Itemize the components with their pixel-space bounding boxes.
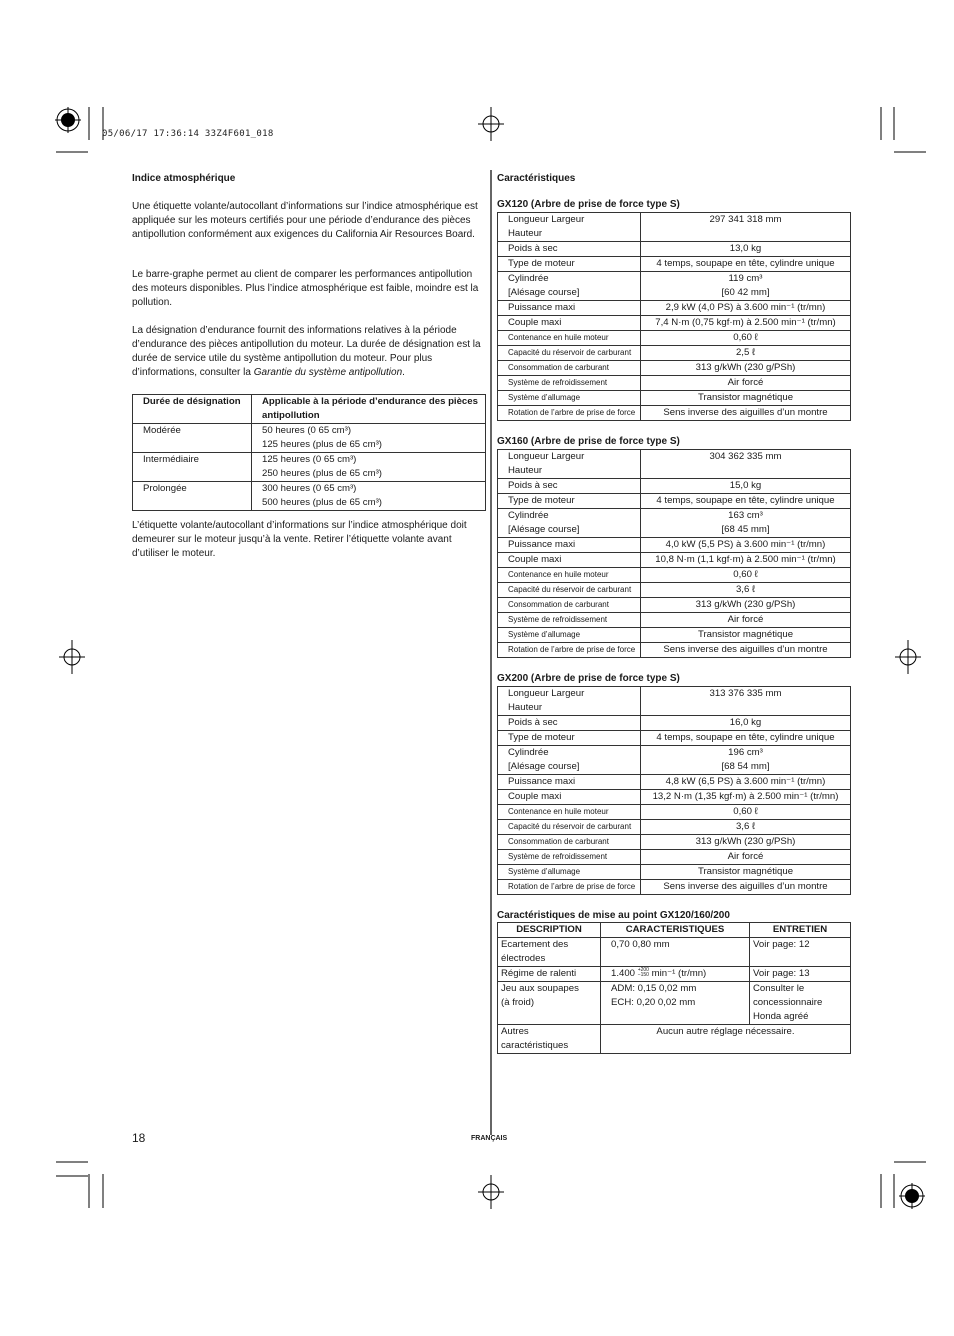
designation-cell: Modérée — [133, 424, 252, 453]
text-line: [Alésage course] — [508, 761, 580, 772]
spec-value — [641, 687, 851, 716]
text-line: 313 g/kWh (230 g/PSh) — [695, 836, 796, 847]
spec-value — [641, 272, 851, 301]
spec-label — [498, 391, 641, 406]
text-line: Couple maxi — [508, 554, 562, 565]
col-entretien: ENTRETIEN — [750, 923, 851, 938]
spec-label — [498, 272, 641, 301]
spec-row — [498, 643, 851, 658]
spec-label — [498, 242, 641, 257]
text-line: Poids à sec — [508, 717, 558, 728]
spec-value — [641, 850, 851, 865]
spec-label — [498, 450, 641, 479]
spec-value — [641, 790, 851, 805]
spec-label — [498, 346, 641, 361]
spec-value — [641, 538, 851, 553]
spec-row — [498, 775, 851, 790]
spec-value — [641, 613, 851, 628]
paragraph-3-end: . — [402, 367, 405, 378]
spec-row — [498, 391, 851, 406]
text-line: 163 cm³ — [728, 510, 763, 521]
spec-label — [498, 880, 641, 895]
spec-row — [498, 880, 851, 895]
spec-table — [497, 212, 851, 421]
text-line: 0,60 ℓ — [733, 569, 758, 580]
text-line: 500 heures (plus de 65 cm³) — [262, 497, 382, 508]
spec-label — [498, 213, 641, 242]
spec-label — [498, 613, 641, 628]
text-line: Cylindrée — [508, 747, 549, 758]
spec-label — [498, 257, 641, 272]
spec-label — [498, 598, 641, 613]
period-cell — [252, 453, 486, 482]
text-line: Cylindrée — [508, 510, 549, 521]
text-line: 2,9 kW (4,0 PS) à 3.600 min⁻¹ (tr/mn) — [665, 302, 826, 313]
text-line: 0,60 ℓ — [733, 332, 758, 343]
spec-row — [498, 835, 851, 850]
spec-row — [498, 538, 851, 553]
spec-label — [498, 775, 641, 790]
spec-value — [641, 643, 851, 658]
text-line: [68 54 mm] — [721, 761, 770, 772]
text-line: Puissance maxi — [508, 776, 576, 787]
text-line: Couple maxi — [508, 317, 562, 328]
text-line: Capacité du réservoir de carburant — [508, 822, 632, 831]
text-line: Longueur Largeur — [508, 688, 585, 699]
spec-row — [498, 805, 851, 820]
spec-value — [641, 598, 851, 613]
spec-row — [498, 406, 851, 421]
maint-ref — [750, 982, 851, 1025]
text-line: [Alésage course] — [508, 287, 580, 298]
spec-value — [641, 835, 851, 850]
text-line: Consommation de carburant — [508, 837, 609, 846]
text-line: ADM: 0,15 0,02 mm — [611, 983, 697, 994]
spec-row — [498, 316, 851, 331]
spec-row — [498, 583, 851, 598]
spec-value — [641, 301, 851, 316]
spec-value — [641, 331, 851, 346]
text-line: Contenance en huile moteur — [508, 333, 609, 342]
spec-row — [498, 272, 851, 301]
text-line: Transistor magnétique — [697, 392, 794, 403]
spec-label — [498, 687, 641, 716]
spec-label — [498, 376, 641, 391]
text-line: Poids à sec — [508, 480, 558, 491]
text-line: 4,0 kW (5,5 PS) à 3.600 min⁻¹ (tr/mn) — [665, 539, 826, 550]
model-title: GX120 (Arbre de prise de force type S) — [497, 199, 680, 210]
text-line: 15,0 kg — [729, 480, 762, 491]
text-line: 250 heures (plus de 65 cm³) — [262, 468, 382, 479]
text-line: 304 362 335 mm — [709, 451, 782, 462]
spec-value — [641, 865, 851, 880]
spec-row — [498, 361, 851, 376]
text-line: 7,4 N·m (0,75 kgf·m) à 2.500 min⁻¹ (tr/mn) — [655, 317, 836, 328]
spec-label — [498, 820, 641, 835]
text-line: 2,5 ℓ — [735, 347, 756, 358]
maint-value — [601, 967, 750, 982]
spec-value — [641, 805, 851, 820]
text-line: Puissance maxi — [508, 302, 576, 313]
period-cell — [252, 482, 486, 511]
text-line: Sens inverse des aiguilles d’un montre — [663, 881, 828, 892]
spec-value — [641, 257, 851, 272]
spec-row — [498, 716, 851, 731]
maint-value: Aucun autre réglage nécessaire. — [601, 1025, 851, 1054]
text-line: Consommation de carburant — [508, 363, 609, 372]
col-caracteristiques: CARACTERISTIQUES — [601, 923, 750, 938]
spec-value — [641, 509, 851, 538]
spec-value — [641, 361, 851, 376]
text-line: +200 — [637, 967, 649, 974]
designation-header: Durée de désignation — [133, 395, 252, 424]
text-line: Système de refroidissement — [508, 378, 608, 387]
maint-desc — [498, 938, 601, 967]
text-line: caractéristiques — [501, 1040, 569, 1051]
text-line: Type de moteur — [508, 732, 575, 743]
spec-value — [641, 880, 851, 895]
spec-value — [641, 746, 851, 775]
language-label: FRANÇAIS — [471, 1135, 508, 1142]
text-line: Hauteur — [508, 702, 543, 713]
text-line: Longueur Largeur — [508, 451, 585, 462]
spec-label — [498, 509, 641, 538]
text-line: Jeu aux soupapes — [501, 983, 579, 994]
spec-label — [498, 538, 641, 553]
spec-value — [641, 213, 851, 242]
spec-value — [641, 406, 851, 421]
col-description: DESCRIPTION — [498, 923, 601, 938]
text-line: Système de refroidissement — [508, 615, 608, 624]
text-line: Rotation de l’arbre de prise de force — [508, 408, 636, 417]
text-line: min⁻¹ (tr/mn) — [651, 968, 707, 979]
text-line: Autres — [501, 1026, 529, 1037]
designation-table — [132, 394, 486, 511]
text-line: Cylindrée — [508, 273, 549, 284]
paragraph-3-text: La désignation d’endurance fournit des informations relatives à la période d’endurance des pièces antipollution du moteur. La durée de désignation est la durée de service utile du système antipollution du moteur. Pour plus d’informations, consulter la — [132, 325, 481, 378]
spec-row — [498, 257, 851, 272]
text-line: 4 temps, soupape en tête, cylindre unique — [656, 732, 835, 743]
period-cell — [252, 424, 486, 453]
text-line: 13,2 N·m (1,35 kgf·m) à 2.500 min⁻¹ (tr/mn) — [652, 791, 839, 802]
registration-target-bottom-right — [899, 1183, 925, 1209]
spec-value — [641, 716, 851, 731]
spec-label — [498, 850, 641, 865]
spec-label — [498, 835, 641, 850]
spec-value — [641, 450, 851, 479]
spec-label — [498, 479, 641, 494]
text-line: Contenance en huile moteur — [508, 807, 609, 816]
spec-row — [498, 301, 851, 316]
spec-value — [641, 316, 851, 331]
text-line: 0,60 ℓ — [733, 806, 758, 817]
text-line: [Alésage course] — [508, 524, 580, 535]
text-line: Poids à sec — [508, 243, 558, 254]
spec-value — [641, 346, 851, 361]
text-line: Sens inverse des aiguilles d’un montre — [663, 407, 828, 418]
spec-table — [497, 686, 851, 895]
maintenance-table — [497, 922, 851, 1054]
maint-desc — [498, 1025, 601, 1054]
text-line: 1.400 — [611, 968, 636, 979]
text-line: 50 heures (0 65 cm³) — [262, 425, 352, 436]
spec-label — [498, 643, 641, 658]
section-title-caracteristiques: Caractéristiques — [497, 173, 576, 184]
text-line: Transistor magnétique — [697, 866, 794, 877]
text-line: Contenance en huile moteur — [508, 570, 609, 579]
paragraph-1: Une étiquette volante/autocollant d’informations sur l’indice atmosphérique est appliquée sur les moteurs certifiés pour une période d’endurance des pièces antipollution conformément aux exigences du California Air Resources Board. — [132, 201, 478, 240]
spec-label — [498, 790, 641, 805]
spec-row — [498, 628, 851, 643]
spec-table — [497, 449, 851, 658]
text-line: Honda agréé — [753, 1011, 809, 1022]
spec-label — [498, 301, 641, 316]
text-line: électrodes — [501, 953, 546, 964]
print-stamp: 05/06/17 17:36:14 33Z4F601_018 — [102, 129, 274, 139]
maint-desc — [498, 982, 601, 1025]
spec-value — [641, 553, 851, 568]
maint-desc: Régime de ralenti — [498, 967, 601, 982]
spec-row — [498, 598, 851, 613]
spec-row — [498, 850, 851, 865]
spec-value — [641, 731, 851, 746]
section-title-indice: Indice atmosphérique — [132, 173, 236, 184]
text-line: 297 341 318 mm — [709, 214, 782, 225]
text-line: Hauteur — [508, 465, 543, 476]
paragraph-3 — [132, 324, 484, 380]
spec-label — [498, 568, 641, 583]
spec-label — [498, 316, 641, 331]
text-line: Type de moteur — [508, 495, 575, 506]
spec-row — [498, 553, 851, 568]
spec-value — [641, 242, 851, 257]
text-line: 196 cm³ — [728, 747, 763, 758]
spec-row — [498, 494, 851, 509]
spec-value — [641, 479, 851, 494]
text-line: Air forcé — [727, 851, 764, 862]
text-line: Système d’allumage — [508, 867, 581, 876]
paragraph-2: Le barre-graphe permet au client de comparer les performances antipollution des moteurs disponibles. Plus l’indice atmosphérique est faible, moindre est la pollution. — [132, 269, 479, 308]
text-line: Hauteur — [508, 228, 543, 239]
spec-row — [498, 213, 851, 242]
spec-row — [498, 790, 851, 805]
spec-row — [498, 450, 851, 479]
text-line: Transistor magnétique — [697, 629, 794, 640]
paragraph-3-italic: Garantie du système antipollution — [253, 367, 403, 378]
text-line: 119 cm³ — [728, 273, 763, 284]
text-line: Air forcé — [727, 377, 764, 388]
text-line: [68 45 mm] — [721, 524, 770, 535]
spec-label — [498, 361, 641, 376]
spec-label — [498, 331, 641, 346]
designation-cell: Intermédiaire — [133, 453, 252, 482]
text-line: 16,0 kg — [729, 717, 762, 728]
text-line: 300 heures (0 65 cm³) — [262, 483, 357, 494]
text-line: concessionnaire — [753, 997, 823, 1008]
text-line: (à froid) — [501, 997, 535, 1008]
spec-value — [641, 568, 851, 583]
text-line: Rotation de l’arbre de prise de force — [508, 882, 636, 891]
spec-row — [498, 746, 851, 775]
text-line: 313 376 335 mm — [709, 688, 782, 699]
model-title: GX200 (Arbre de prise de force type S) — [497, 673, 680, 684]
spec-label — [498, 716, 641, 731]
spec-label — [498, 731, 641, 746]
spec-value — [641, 494, 851, 509]
spec-label — [498, 406, 641, 421]
text-line: Capacité du réservoir de carburant — [508, 585, 632, 594]
spec-label — [498, 805, 641, 820]
text-line: [60 42 mm] — [721, 287, 770, 298]
spec-value — [641, 391, 851, 406]
spec-label — [498, 746, 641, 775]
text-line: 125 heures (plus de 65 cm³) — [262, 439, 382, 450]
spec-label — [498, 628, 641, 643]
text-line: 4,8 kW (6,5 PS) à 3.600 min⁻¹ (tr/mn) — [665, 776, 826, 787]
spec-value — [641, 628, 851, 643]
text-line: 4 temps, soupape en tête, cylindre unique — [656, 258, 835, 269]
spec-value — [641, 820, 851, 835]
text-line: Système d’allumage — [508, 630, 581, 639]
spec-row — [498, 731, 851, 746]
tolerance — [638, 968, 649, 978]
text-line: 4 temps, soupape en tête, cylindre unique — [656, 495, 835, 506]
text-line: Consommation de carburant — [508, 600, 609, 609]
maint-ref: Voir page: 12 — [750, 938, 851, 967]
designation-cell: Prolongée — [133, 482, 252, 511]
text-line: Longueur Largeur — [508, 214, 585, 225]
text-line: Puissance maxi — [508, 539, 576, 550]
text-line: 3,6 ℓ — [735, 821, 756, 832]
model-title: GX160 (Arbre de prise de force type S) — [497, 436, 680, 447]
page-number: 18 — [132, 1131, 146, 1145]
registration-target-top-left — [55, 107, 81, 133]
text-line: Type de moteur — [508, 258, 575, 269]
spec-value — [641, 583, 851, 598]
text-line: 13,0 kg — [729, 243, 762, 254]
spec-row — [498, 865, 851, 880]
text-line: Sens inverse des aiguilles d’un montre — [663, 644, 828, 655]
spec-row — [498, 331, 851, 346]
spec-label — [498, 865, 641, 880]
maint-ref: Voir page: 13 — [750, 967, 851, 982]
maint-value — [601, 982, 750, 1025]
spec-row — [498, 568, 851, 583]
spec-row — [498, 346, 851, 361]
text-line: −150 — [637, 972, 649, 979]
text-line: 125 heures (0 65 cm³) — [262, 454, 357, 465]
spec-label — [498, 583, 641, 598]
text-line: Système de refroidissement — [508, 852, 608, 861]
spec-row — [498, 509, 851, 538]
spec-label — [498, 553, 641, 568]
text-line: ECH: 0,20 0,02 mm — [611, 997, 696, 1008]
spec-row — [498, 820, 851, 835]
text-line: Air forcé — [727, 614, 764, 625]
text-line: Rotation de l’arbre de prise de force — [508, 645, 636, 654]
text-line: 3,6 ℓ — [735, 584, 756, 595]
text-line: 313 g/kWh (230 g/PSh) — [695, 599, 796, 610]
text-line: Capacité du réservoir de carburant — [508, 348, 632, 357]
spec-value — [641, 376, 851, 391]
period-header: Applicable à la période d’endurance des pièces antipollution — [252, 395, 486, 424]
maint-value: 0,70 0,80 mm — [601, 938, 750, 967]
text-line: 313 g/kWh (230 g/PSh) — [695, 362, 796, 373]
text-line: Consulter le — [753, 983, 805, 994]
spec-value — [641, 775, 851, 790]
text-line: Système d’allumage — [508, 393, 581, 402]
maintenance-title: Caractéristiques de mise au point GX120/160/200 — [497, 910, 730, 921]
paragraph-4: L’étiquette volante/autocollant d’informations sur l’indice atmosphérique doit demeurer sur le moteur jusqu’à la vente. Retirer l’étiquette volante avant d’utiliser le moteur. — [132, 520, 467, 559]
text-line: Ecartement des — [501, 939, 569, 950]
text-line: Couple maxi — [508, 791, 562, 802]
spec-row — [498, 242, 851, 257]
spec-row — [498, 479, 851, 494]
spec-label — [498, 494, 641, 509]
spec-row — [498, 613, 851, 628]
text-line: 10,8 N·m (1,1 kgf·m) à 2.500 min⁻¹ (tr/mn) — [655, 554, 836, 565]
spec-row — [498, 376, 851, 391]
spec-row — [498, 687, 851, 716]
